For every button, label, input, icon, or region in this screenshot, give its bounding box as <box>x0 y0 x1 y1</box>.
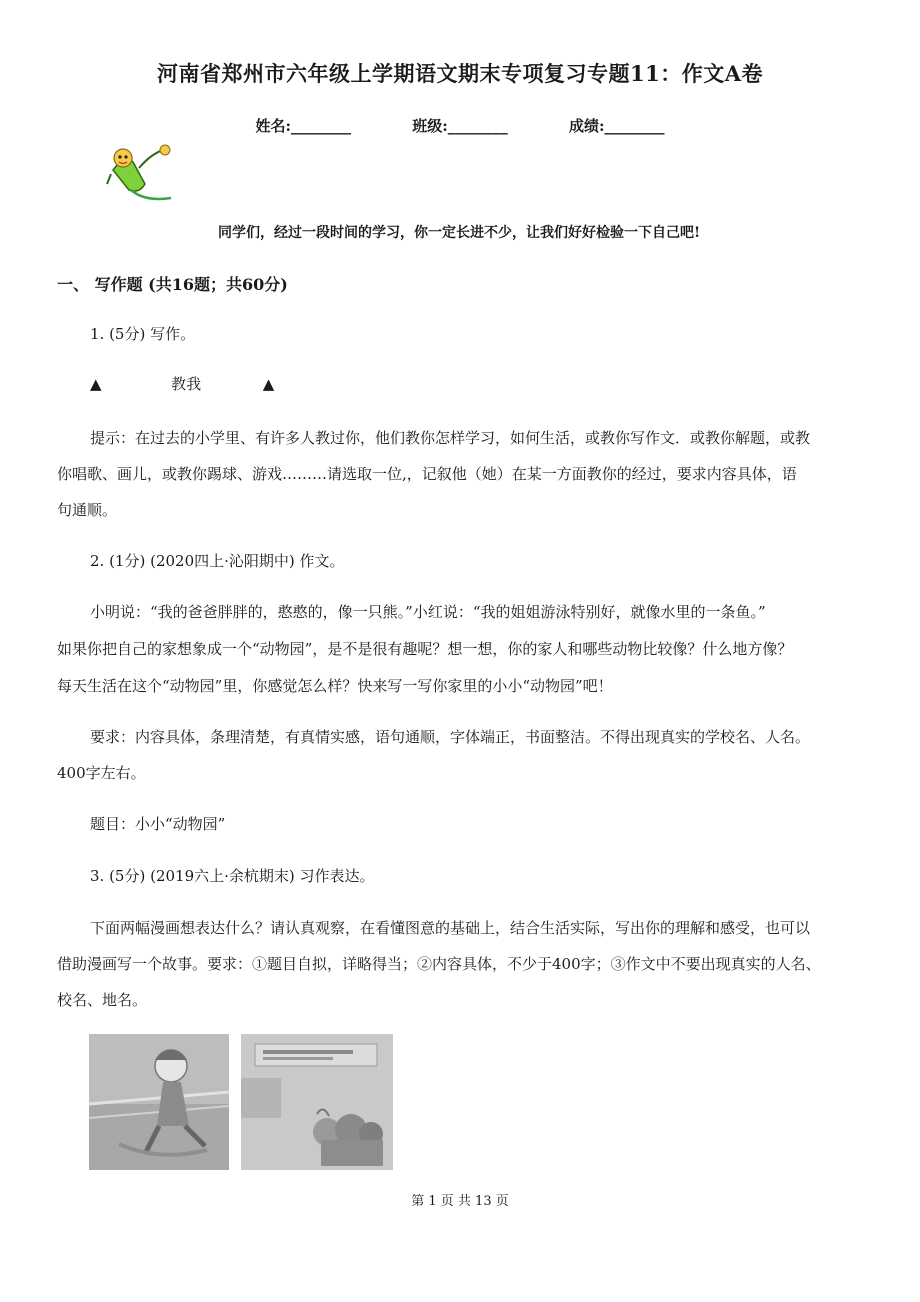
section-heading: 一、 写作题 (共16题；共60分) <box>57 275 288 294</box>
q3-prompt-line: 下面两幅漫画想表达什么？请认真观察，在看懂图意的基础上，结合生活实际，写出你的理解和感受，也可以 <box>90 919 811 937</box>
q2-requirement-line: 要求：内容具体，条理清楚，有真情实感，语句通顺，字体端正，书面整洁。不得出现真实的学校名、人名。 <box>90 728 811 746</box>
q2-prompt-line: 每天生活在这个“动物园”里，你感觉怎么样？快来写一写你家里的小小“动物园”吧！ <box>57 677 613 695</box>
comic-image-right <box>241 1034 393 1170</box>
comic-image-left <box>89 1034 229 1170</box>
class-field[interactable]: 班级:________ <box>412 117 508 135</box>
pencil-mascot-icon <box>105 140 175 206</box>
triangle-icon: ▲ <box>262 375 275 393</box>
greeting-text: 同学们，经过一段时间的学习，你一定长进不少，让我们好好检验一下自己吧! <box>218 225 701 241</box>
q1-hint-line: 你唱歌、画儿，或教你踢球、游戏………请选取一位,，记叙他（她）在某一方面教你的经过，要求内容具体，语 <box>57 465 797 483</box>
q1-hint-line: 提示：在过去的小学里、有许多人教过你，他们教你怎样学习，如何生活，或教你写作文．或教你解题，或教 <box>90 429 811 447</box>
comic-images <box>89 1034 399 1178</box>
q2-topic: 题目：小小“动物园” <box>90 815 226 833</box>
triangle-icon: ▲ <box>90 375 102 393</box>
q3-prompt-line: 借助漫画写一个故事。要求：①题目自拟，详略得当；②内容具体，不少于400字；③作文中不要出现真实的人名、 <box>57 955 821 973</box>
q1-hint-line: 句通顺。 <box>57 501 118 519</box>
q1-topic-line <box>90 366 274 402</box>
q1-topic: 教我 <box>171 375 202 393</box>
q3-header: 3. (5分) (2019六上·余杭期末) 习作表达。 <box>90 867 375 885</box>
q2-header: 2. (1分) (2020四上·沁阳期中) 作文。 <box>90 552 345 570</box>
page-title: 河南省郑州市六年级上学期语文期末专项复习专题11：作文A卷 <box>156 61 763 86</box>
name-field[interactable]: 姓名:________ <box>255 117 351 135</box>
student-info-row <box>0 115 920 136</box>
q1-header: 1. (5分) 写作。 <box>90 325 196 343</box>
q3-prompt-line: 校名、地名。 <box>57 991 148 1009</box>
q2-prompt-line: 如果你把自己的家想象成一个“动物园”，是不是很有趣呢？想一想，你的家人和哪些动物比较像？什么地方像？ <box>57 640 793 658</box>
q2-prompt-line: 小明说：“我的爸爸胖胖的，憨憨的，像一只熊。”小红说：“我的姐姐游泳特别好，就像水里的一条鱼。” <box>90 603 766 621</box>
q2-requirement-line: 400字左右。 <box>57 764 146 782</box>
page-footer: 第 1 页 共 13 页 <box>411 1194 509 1209</box>
score-field[interactable]: 成绩:________ <box>569 117 665 135</box>
